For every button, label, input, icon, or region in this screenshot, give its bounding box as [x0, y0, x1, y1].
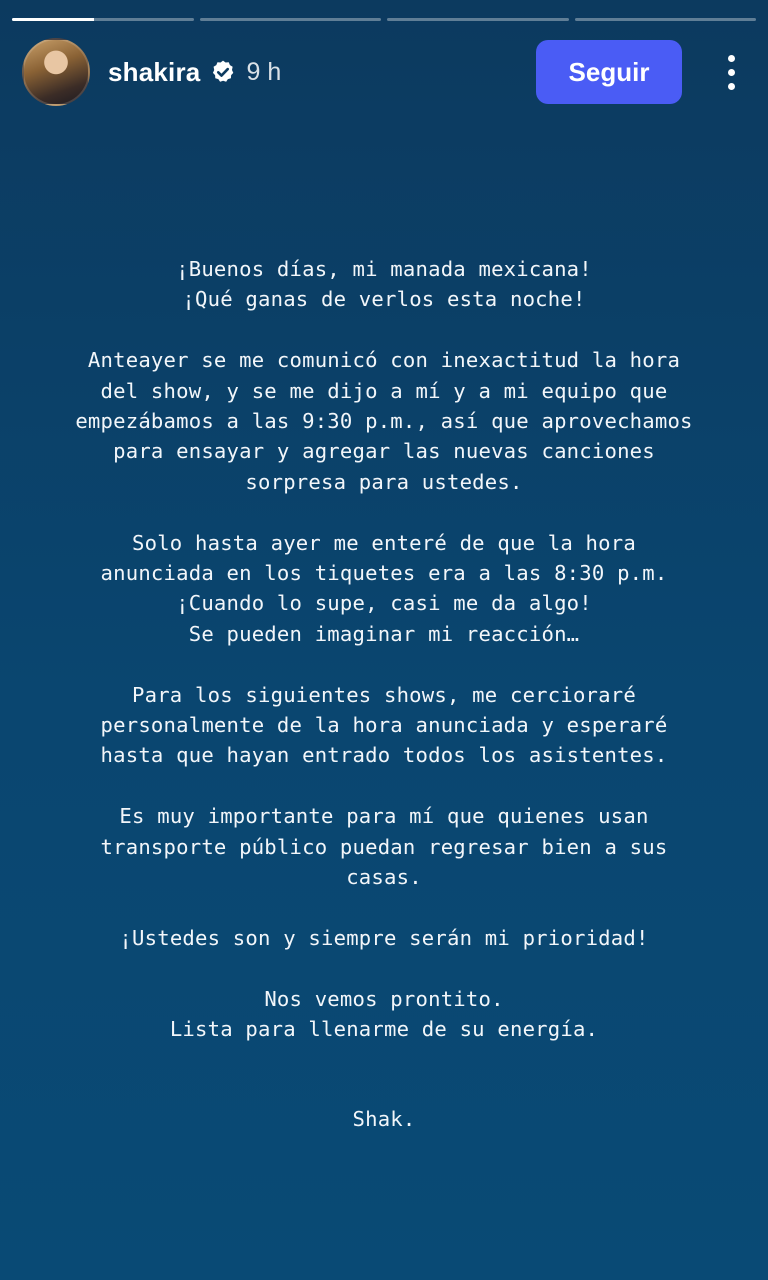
message-paragraph: Es muy importante para mí que quienes usan transporte público puedan regresar bien a sus casas.: [100, 804, 668, 890]
progress-segment-4: [575, 18, 757, 21]
story-header: [22, 38, 746, 106]
post-time: 9 h: [246, 57, 282, 86]
progress-segment-3: [387, 18, 569, 21]
story-progress-bar: [12, 18, 756, 22]
avatar[interactable]: [22, 38, 90, 106]
message-paragraph: ¡Ustedes son y siempre serán mi prioridad!: [119, 925, 649, 950]
progress-segment-2: [200, 18, 382, 21]
message-paragraph: Nos vemos prontito. Lista para llenarme de su energía.: [169, 986, 599, 1042]
message-paragraph: Anteayer se me comunicó con inexactitud la hora del show, y se me dijo a mí y a mi equipo que empezábamos a las 9:30 p.m., así que aprovechamos para ensayar y agregar las nuevas canciones sorpresa para ustedes.: [75, 348, 693, 494]
more-options-icon[interactable]: [716, 40, 746, 104]
story-message: [24, 254, 744, 1165]
verified-badge-icon: [210, 59, 236, 85]
message-paragraph: Solo hasta ayer me enteré de que la hora anunciada en los tiquetes era a las 8:30 p.m. ¡Cuando lo supe, casi me da algo! Se pueden imaginar mi reacción…: [100, 530, 668, 646]
follow-button[interactable]: Seguir: [536, 40, 682, 104]
progress-segment-1: [12, 18, 194, 21]
message-paragraph: ¡Buenos días, mi manada mexicana! ¡Qué ganas de verlos esta noche!: [176, 257, 592, 312]
message-paragraph: Para los siguientes shows, me cercioraré personalmente de la hora anunciada y esperaré hasta que hayan entrado todos los asistentes.: [100, 682, 668, 768]
message-signature: Shak.: [352, 1107, 416, 1132]
username[interactable]: shakira: [108, 56, 201, 87]
